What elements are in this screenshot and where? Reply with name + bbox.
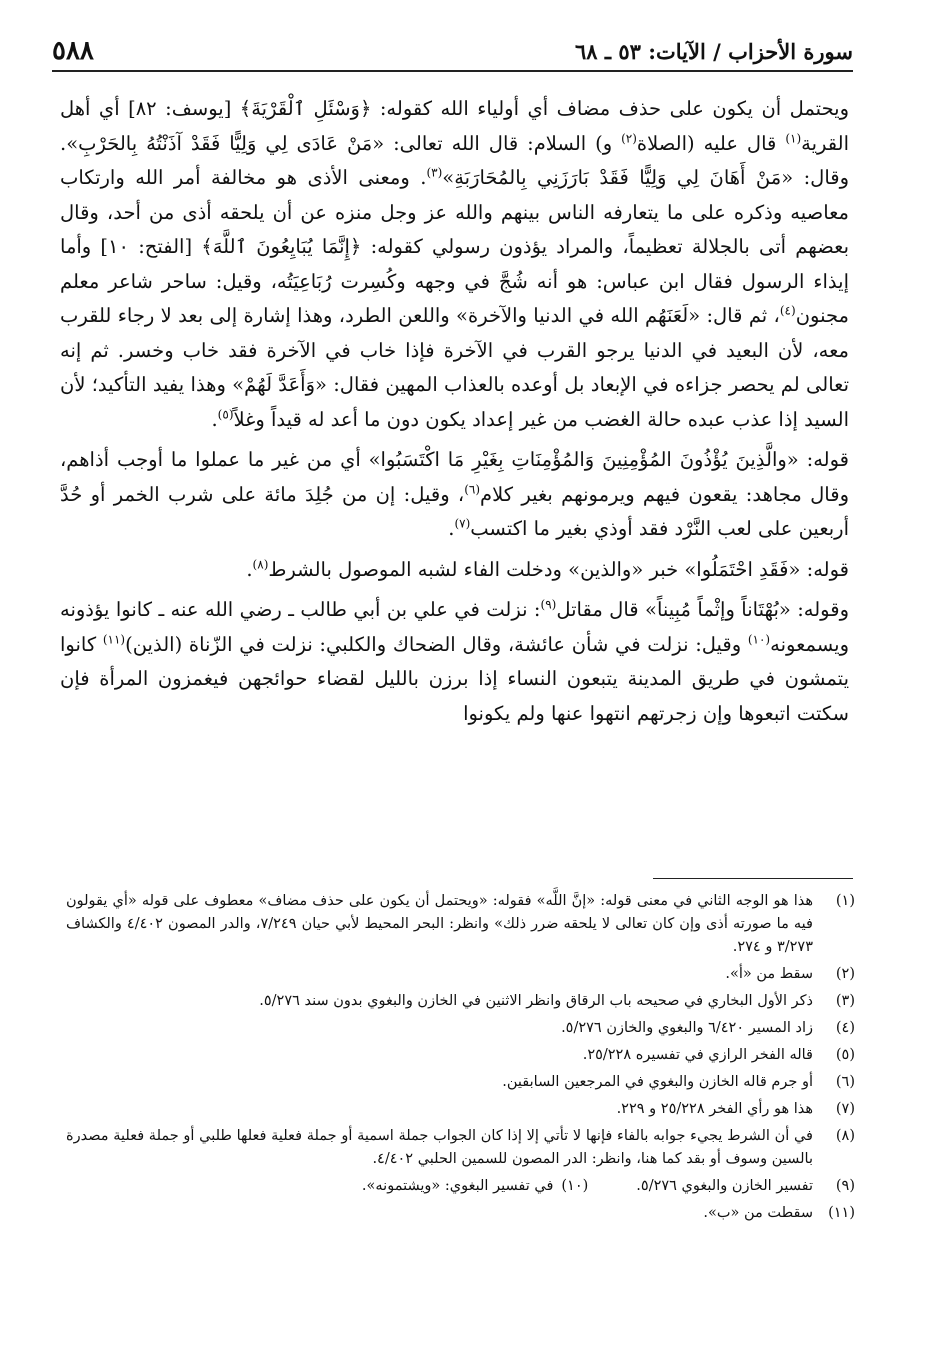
footnote-text: سقطت من «ب». xyxy=(703,1205,813,1221)
paragraph xyxy=(60,443,849,547)
footnote-number: (١١) xyxy=(828,1205,855,1221)
footnote-ref: (٦) xyxy=(464,482,481,496)
footnote xyxy=(66,1125,855,1171)
footnote-number: (٦) xyxy=(835,1074,855,1090)
footnote-ref: (٨) xyxy=(252,557,269,571)
footnote-text: في تفسير البغوي: «ويشتمونه». xyxy=(361,1178,554,1194)
text-run: . xyxy=(246,557,253,581)
footnote-ref: (٧) xyxy=(454,516,471,531)
paragraph xyxy=(60,92,849,437)
footnote xyxy=(66,890,855,959)
footnotes xyxy=(66,890,855,1229)
footnote-ref: (٢) xyxy=(621,131,637,145)
text-run: ويحتمل أن يكون على حذف مضاف أي أولياء الله كقوله: ﴿وَسْئَلِ ٱلْقَرْيَةَ﴾ [يوسف: ٨٢] أي أهل القرية xyxy=(60,97,850,155)
footnote-text: ذكر الأول البخاري في صحيحه باب الرقاق وانظر الاثنين في الخازن والبغوي بدون سند ٥/٢٧٦. xyxy=(259,993,813,1009)
footnote xyxy=(362,1175,588,1198)
footnote xyxy=(66,1202,855,1225)
footnote-ref: (٣) xyxy=(426,165,443,180)
text-run: ، وقيل: إن من جُلِدَ مائة على شرب الخمر أو حُدَّ أربعين على لعب النَّرْد فقد أوذي بغير ما اكتسب xyxy=(60,482,849,540)
footnote-text: أو جرم قاله الخازن والبغوي في المرجعين السابقين. xyxy=(502,1074,813,1090)
footnote-ref: (١١) xyxy=(102,632,126,646)
footnote xyxy=(66,963,855,986)
footnote-text: هذا هو رأي الفخر ٢٥/٢٢٨ و ٢٢٩. xyxy=(616,1101,813,1117)
text-run: وقوله: «بُهْتَاناً وإثْماً مُبِيناً» قال مقاتل xyxy=(556,598,849,621)
footnote-ref: (٥) xyxy=(217,407,234,421)
footnote-number: (٢) xyxy=(835,966,855,982)
text-run: : نزلت في علي بن أبي طالب ـ رضي الله عنه ـ كانوا يؤذونه ويسمعونه xyxy=(60,598,849,656)
footnote xyxy=(66,1017,855,1040)
text-run: قوله: «والَّذِينَ يُؤْذُونَ المُؤْمِنِينَ وَالمُؤْمِنَاتِ بِغَيْرِ مَا اكْتَسَبُوا» أي من غير ما عملوا ما أوجب أذاهم، وقال مجاهد: يقعون فيهم ويرمونهم بغير كلام xyxy=(60,448,849,506)
footnote-text: هذا هو الوجه الثاني في معنى قوله: «إنَّ اللَّه» فقوله: «ويحتمل أن يكون على حذف مضاف» معطوف على قوله «أي يقولون فيه ما صورته أذى وإن كان تعالى لا يلحقه ضرر ذلك» وانظر: البحر المحيط لأبي حيان ٧/٢٤٩، والدر المصون ٤/٤٠٢ والكشاف ٣/٢٧٣ و ٢٧٤. xyxy=(66,893,813,955)
footnote-text: سقط من «أ». xyxy=(725,966,813,982)
footnote xyxy=(66,1044,855,1067)
text-run: قوله: «فَقَدِ احْتَمَلُوا» خبر «والذين» ودخلت الفاء لشبه الموصول بالشرط xyxy=(268,557,849,581)
footnote xyxy=(66,1071,855,1094)
footnote-ref: (١) xyxy=(785,131,802,145)
footnote-number: (٩) xyxy=(835,1178,855,1194)
running-title: سورة الأحزاب / الآيات: ٥٣ ـ ٦٨ xyxy=(575,39,853,64)
text-run: قال عليه (الصلاة xyxy=(636,131,786,155)
paragraph xyxy=(60,593,849,731)
text-run: . xyxy=(448,517,455,540)
footnote-number: (٨) xyxy=(835,1128,855,1144)
main-text xyxy=(60,92,849,737)
paragraph xyxy=(60,553,849,588)
footnote-text: في أن الشرط يجيء جوابه بالفاء فإنها لا تأتي إلا إذا كان الجواب جملة اسمية أو جملة فعلية فعلها طلبي أو جملة فعلية مصدرة بالسين وسوف أو بقد كما هنا، وانظر: الدر المصون للسمين الحلبي ٤/٤٠٢. xyxy=(66,1128,813,1167)
footnote-ref: (٤) xyxy=(779,303,796,318)
page-number: ٥٨٨ xyxy=(52,36,94,66)
page-header xyxy=(52,30,853,72)
footnote-number: (١٠) xyxy=(561,1178,589,1194)
text-run: كانوا يتمشون في طريق المدينة يتبعون النساء إذا برزن بالليل لقضاء حوائجهن فيغمزون المرأة فإن سكتت اتبعوها وإن زجرتهم انتهوا عنها ولم يكونوا xyxy=(60,632,849,725)
text-run: ، ثم قال: «لَعَنَهُم الله في الدنيا والآخرة» واللعن الطرد، وهذا إشارة إلى بعد لا رجاء للقرب معه، لأن البعيد في الدنيا يرجو القرب في الآخرة فإذا خاب في الآخرة فقد خاب وخسر. ثم إنه تعالى لم يحصر جزاءه في الإبعاد بل أوعده بالعذاب المهين فقال: «وَأَعَدَّ لَهُمْ» وهذا يفيد التأكيد؛ لأن السيد إذا عذب عبده حالة الغضب من غير إعداد يكون دون ما أعد له قيداً وغلاً xyxy=(60,304,849,431)
text-run: . ومعنى الأذى هو مخالفة أمر الله وارتكاب معاصيه وذكره على ما يتعارفه الناس بينهم والله عز وجل منزه عن أن يلحقه أذى من أحد، وقال بعضهم أتى بالجلالة تعظيماً، والمراد يؤذون رسولي كقوله: ﴿إِنَّمَا يُبَايِعُونَ ٱللَّهَ﴾ [الفتح: ١٠] وأما إيذاء الرسول فقال ابن عباس: هو أنه شُجَّ في وجهه وكُسِرت رُبَاعِيَتُه، وقيل: ساحر شاعر معلم مجنون xyxy=(60,166,850,327)
footnote-number: (٥) xyxy=(835,1047,855,1063)
footnote-text: زاد المسير ٦/٤٢٠ والبغوي والخازن ٥/٢٧٦. xyxy=(561,1020,813,1036)
footnote-separator xyxy=(653,878,853,879)
footnote xyxy=(66,1098,855,1121)
footnote-number: (٤) xyxy=(835,1020,855,1036)
footnote xyxy=(66,990,855,1013)
text-run: وقيل: نزلت في شأن عائشة، وقال الضحاك والكلبي: نزلت في الزّناة (الذين) xyxy=(125,632,748,656)
footnote-row xyxy=(66,1175,855,1198)
footnote-number: (٧) xyxy=(835,1101,855,1117)
text-run: . xyxy=(211,407,218,431)
footnote-number: (١) xyxy=(835,893,855,909)
text-run: و) السلام: قال الله تعالى: «مَنْ عَادَى لِي وَلِيًّا فَقَدْ آذَنْتُهُ بِالحَرْبِ». وقال: «مَنْ أَهَانَ لِي وَلِيًّا فَقَدْ بَارَزَنِي بِالمُحَارَبَةِ» xyxy=(60,131,849,189)
footnote-ref: (٩) xyxy=(540,597,557,612)
footnote-number: (٣) xyxy=(835,993,855,1009)
footnote xyxy=(636,1175,855,1198)
footnote-text: قاله الفخر الرازي في تفسيره ٢٥/٢٢٨. xyxy=(582,1047,813,1063)
footnote-text: تفسير الخازن والبغوي ٥/٢٧٦. xyxy=(636,1178,813,1194)
footnote-ref: (١٠) xyxy=(747,632,771,646)
